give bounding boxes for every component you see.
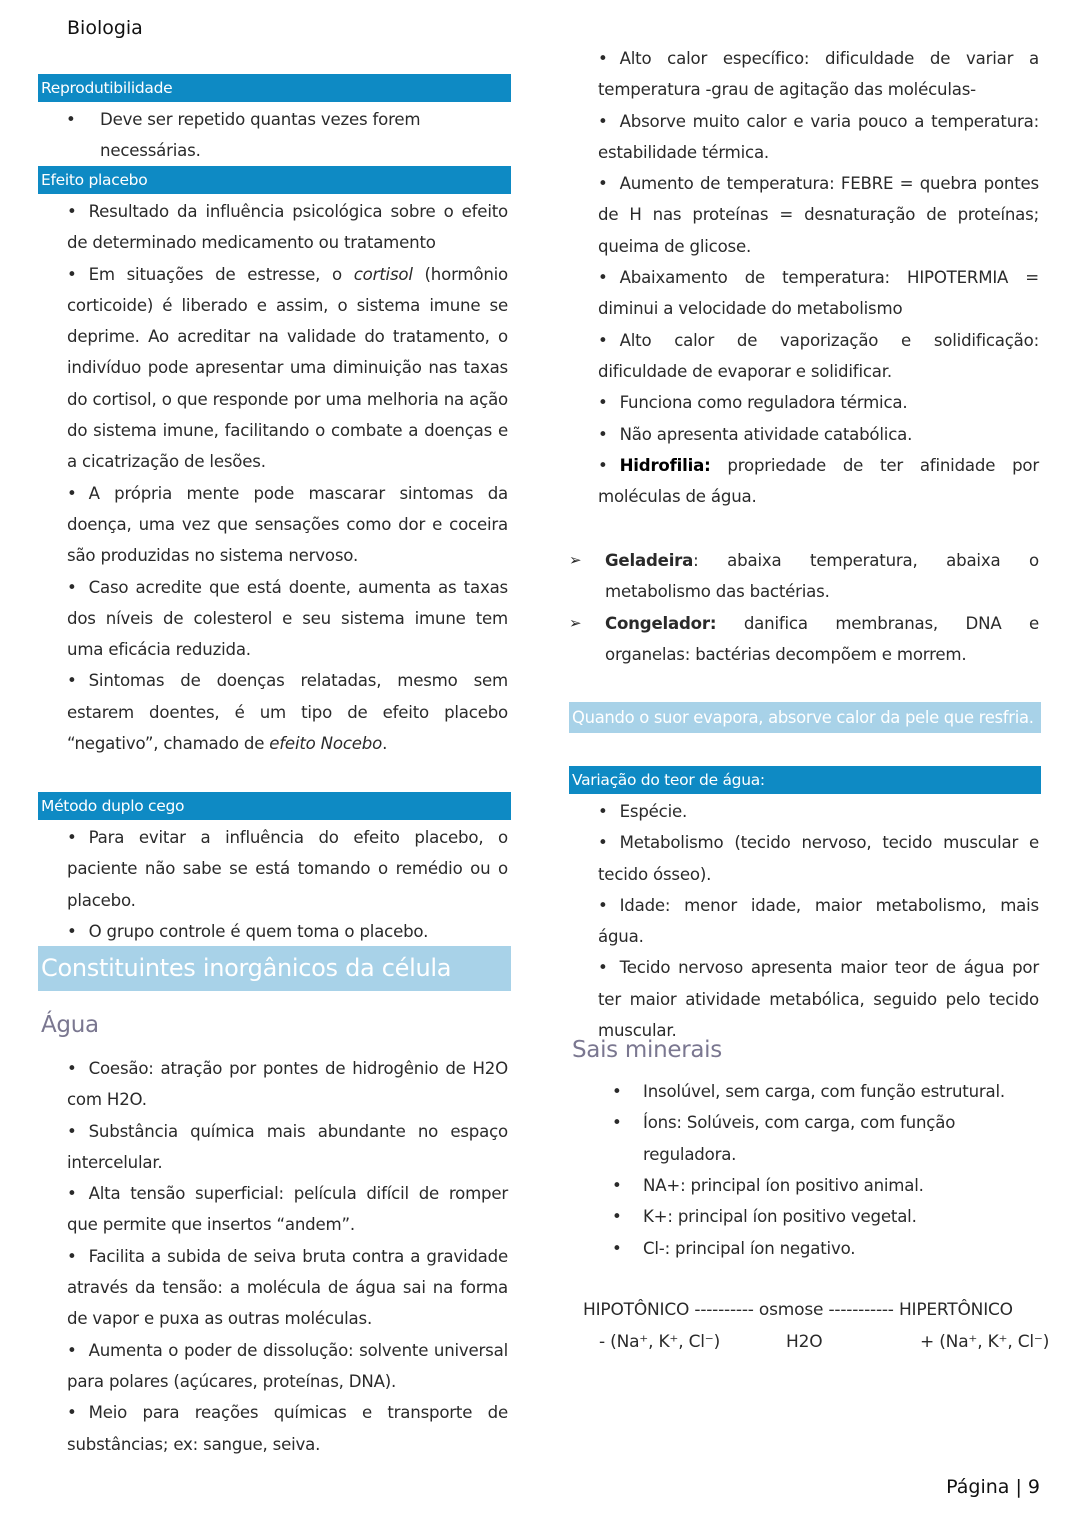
osmose-h2o: H2O	[786, 1332, 823, 1352]
paragraph: • Idade: menor idade, maior metabolismo, mais água.	[598, 895, 1039, 947]
duplo-cego-body	[67, 822, 508, 947]
heading-reprodutibilidade: Reprodutibilidade	[38, 74, 511, 102]
paragraph: • Resultado da influência psicológica sobre o efeito de determinado medicamento ou tratamento	[67, 202, 508, 253]
suor-note: Quando o suor evapora, absorve calor da pele que resfria.	[569, 702, 1041, 733]
paragraph: • Alto calor de vaporização e solidificação: dificuldade de evaporar e solidificar.	[598, 330, 1039, 381]
paragraph: • Alto calor específico: dificuldade de variar a temperatura -grau de agitação das moléculas-	[598, 49, 1039, 100]
paragraph: • Substância química mais abundante no espaço intercelular.	[67, 1121, 508, 1172]
paragraph: • Hidrofilia: propriedade de ter afinidade por moléculas de água.	[598, 455, 1039, 507]
heading-variacao-teor-agua: Variação do teor de água:	[569, 766, 1041, 794]
page-number: Página | 9	[946, 1476, 1040, 1498]
paragraph: • Sintomas de doenças relatadas, mesmo sem estarem doentes, é um tipo de efeito placebo “negativo”, chamado de efeito Nocebo.	[67, 671, 508, 754]
arrow-item-congelador: ➢ Congelador: danifica membranas, DNA e organelas: bactérias decompõem e morrem.	[569, 608, 1039, 671]
placebo-body	[67, 196, 508, 759]
paragraph: • Tecido nervoso apresenta maior teor de água por ter maior atividade metabólica, seguido pelo tecido muscular.	[598, 958, 1039, 1041]
paragraph: • Caso acredite que está doente, aumenta as taxas dos níveis de colesterol e seu sistema imune tem uma eficácia reduzida.	[67, 577, 508, 660]
paragraph: • Em situações de estresse, o cortisol (hormônio corticoide) é liberado e assim, o sistema imune se deprime. Ao acreditar na validade do tratamento, o indivíduo pode apresentar uma diminuição nas taxas do cortisol, o que responde por uma melhoria na ação do sistema imune, facilitando o combate a doenças e a cicatrização de lesões.	[67, 264, 508, 472]
osmose-line: HIPOTÔNICO ---------- osmose ----------- HIPERTÔNICO	[583, 1300, 1013, 1320]
paragraph: • Aumento de temperatura: FEBRE = quebra pontes de H nas proteínas = desnaturação de proteínas; queima de glicose.	[598, 174, 1039, 256]
list-item: • Insolúvel, sem carga, com função estrutural.	[606, 1076, 1046, 1107]
subheading-agua: Água	[41, 1012, 99, 1038]
list-item: • K+: principal íon positivo vegetal.	[606, 1201, 1046, 1232]
heading-efeito-placebo: Efeito placebo	[38, 166, 511, 194]
arrow-list	[569, 545, 1039, 670]
section-title: Constituintes inorgânicos da célula	[38, 946, 511, 991]
osmose-hipertonico-ions: + (Na⁺, K⁺, Cl⁻)	[920, 1332, 1050, 1352]
paragraph: • O grupo controle é quem toma o placebo.	[67, 921, 429, 941]
paragraph: • Coesão: atração por pontes de hidrogênio de H2O com H2O.	[67, 1059, 508, 1110]
list-reprodutibilidade	[60, 104, 511, 167]
paragraph: • A própria mente pode mascarar sintomas da doença, uma vez que sensações como dor e coceira são produzidas no sistema nervoso.	[67, 483, 508, 566]
paragraph: • Aumenta o poder de dissolução: solvente universal para polares (açúcares, proteínas, DNA).	[67, 1340, 508, 1391]
paragraph: • Absorve muito calor e varia pouco a temperatura: estabilidade térmica.	[598, 111, 1039, 162]
paragraph: • Para evitar a influência do efeito placebo, o paciente não sabe se está tomando o remédio ou o placebo.	[67, 828, 508, 910]
agua-continued-body	[598, 43, 1039, 512]
paragraph: • Alta tensão superficial: película difícil de romper que permite que insertos “andem”.	[67, 1184, 508, 1235]
agua-body	[67, 1053, 508, 1460]
paragraph: • Meio para reações químicas e transporte de substâncias; ex: sangue, seiva.	[67, 1403, 508, 1454]
list-item: • NA+: principal íon positivo animal.	[606, 1170, 1046, 1201]
paragraph: • Abaixamento de temperatura: HIPOTERMIA = diminui a velocidade do metabolismo	[598, 268, 1039, 319]
osmose-hipotonico-ions: - (Na⁺, K⁺, Cl⁻)	[599, 1332, 721, 1352]
paragraph: • Espécie.	[598, 802, 688, 821]
list-item: • Deve ser repetido quantas vezes forem necessárias.	[60, 104, 511, 167]
paragraph: • Metabolismo (tecido nervoso, tecido muscular e tecido ósseo).	[598, 833, 1039, 884]
variacao-body	[598, 796, 1039, 1046]
list-item: • Íons: Solúveis, com carga, com função reguladora.	[606, 1107, 1046, 1170]
sais-list-1	[606, 1076, 1046, 1170]
paragraph: • Não apresenta atividade catabólica.	[598, 424, 913, 444]
paragraph: • Facilita a subida de seiva bruta contra a gravidade através da tensão: a molécula de água sai na forma de vapor e puxa as outras moléculas.	[67, 1246, 508, 1329]
paragraph: • Funciona como reguladora térmica.	[598, 393, 908, 413]
subheading-sais-minerais: Sais minerais	[572, 1037, 722, 1063]
heading-metodo-duplo-cego: Método duplo cego	[38, 792, 511, 820]
list-item: • Cl-: principal íon negativo.	[606, 1233, 1046, 1264]
sais-list-2	[606, 1170, 1046, 1264]
arrow-item-geladeira: ➢ Geladeira: abaixa temperatura, abaixa o metabolismo das bactérias.	[569, 545, 1039, 608]
document-header: Biologia	[67, 17, 143, 39]
